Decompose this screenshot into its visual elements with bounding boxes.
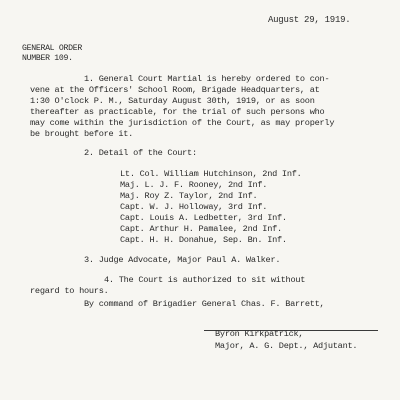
paragraph-1-line: 1. General Court Martial is hereby ordered to con-	[84, 74, 330, 84]
order-number: NUMBER 109.	[22, 54, 73, 63]
paragraph-1-line: be brought before it.	[30, 129, 134, 139]
signatory-name: Byron Kirkpatrick,	[215, 329, 304, 339]
paragraph-4-line: 4. The Court is authorized to sit without	[104, 275, 306, 285]
paragraph-1-line: vene at the Officers' School Room, Brigade Headquarters, at	[30, 85, 320, 95]
court-member: Maj. Roy Z. Taylor, 2nd Inf.	[120, 191, 258, 201]
court-member: Capt. Arthur H. Pamalee, 2nd Inf.	[120, 224, 282, 234]
paragraph-2-heading: 2. Detail of the Court:	[84, 148, 197, 158]
signatory-title: Major, A. G. Dept., Adjutant.	[215, 341, 358, 351]
paragraph-4-line: regard to hours.	[30, 286, 109, 296]
paragraph-3: 3. Judge Advocate, Major Paul A. Walker.	[84, 255, 281, 265]
court-member: Maj. L. J. F. Rooney, 2nd Inf.	[120, 180, 268, 190]
command-line: By command of Brigadier General Chas. F. Barrett,	[84, 299, 325, 309]
court-member: Capt. W. J. Holloway, 3rd Inf.	[120, 202, 268, 212]
document-date: August 29, 1919.	[268, 15, 351, 25]
court-member: Capt. H. H. Donahue, Sep. Bn. Inf.	[120, 235, 287, 245]
order-title: GENERAL ORDER	[22, 44, 82, 53]
court-member: Capt. Louis A. Ledbetter, 3rd Inf.	[120, 213, 287, 223]
court-member: Lt. Col. William Hutchinson, 2nd Inf.	[120, 169, 302, 179]
paragraph-1-line: 1:30 O'clock P. M., Saturday August 30th, 1919, or as soon	[30, 96, 315, 106]
paragraph-1-line: thereafter as practicable, for the trial of such persons who	[30, 107, 325, 117]
paragraph-1-line: may come within the jurisdiction of the Court, as may properly	[30, 118, 335, 128]
